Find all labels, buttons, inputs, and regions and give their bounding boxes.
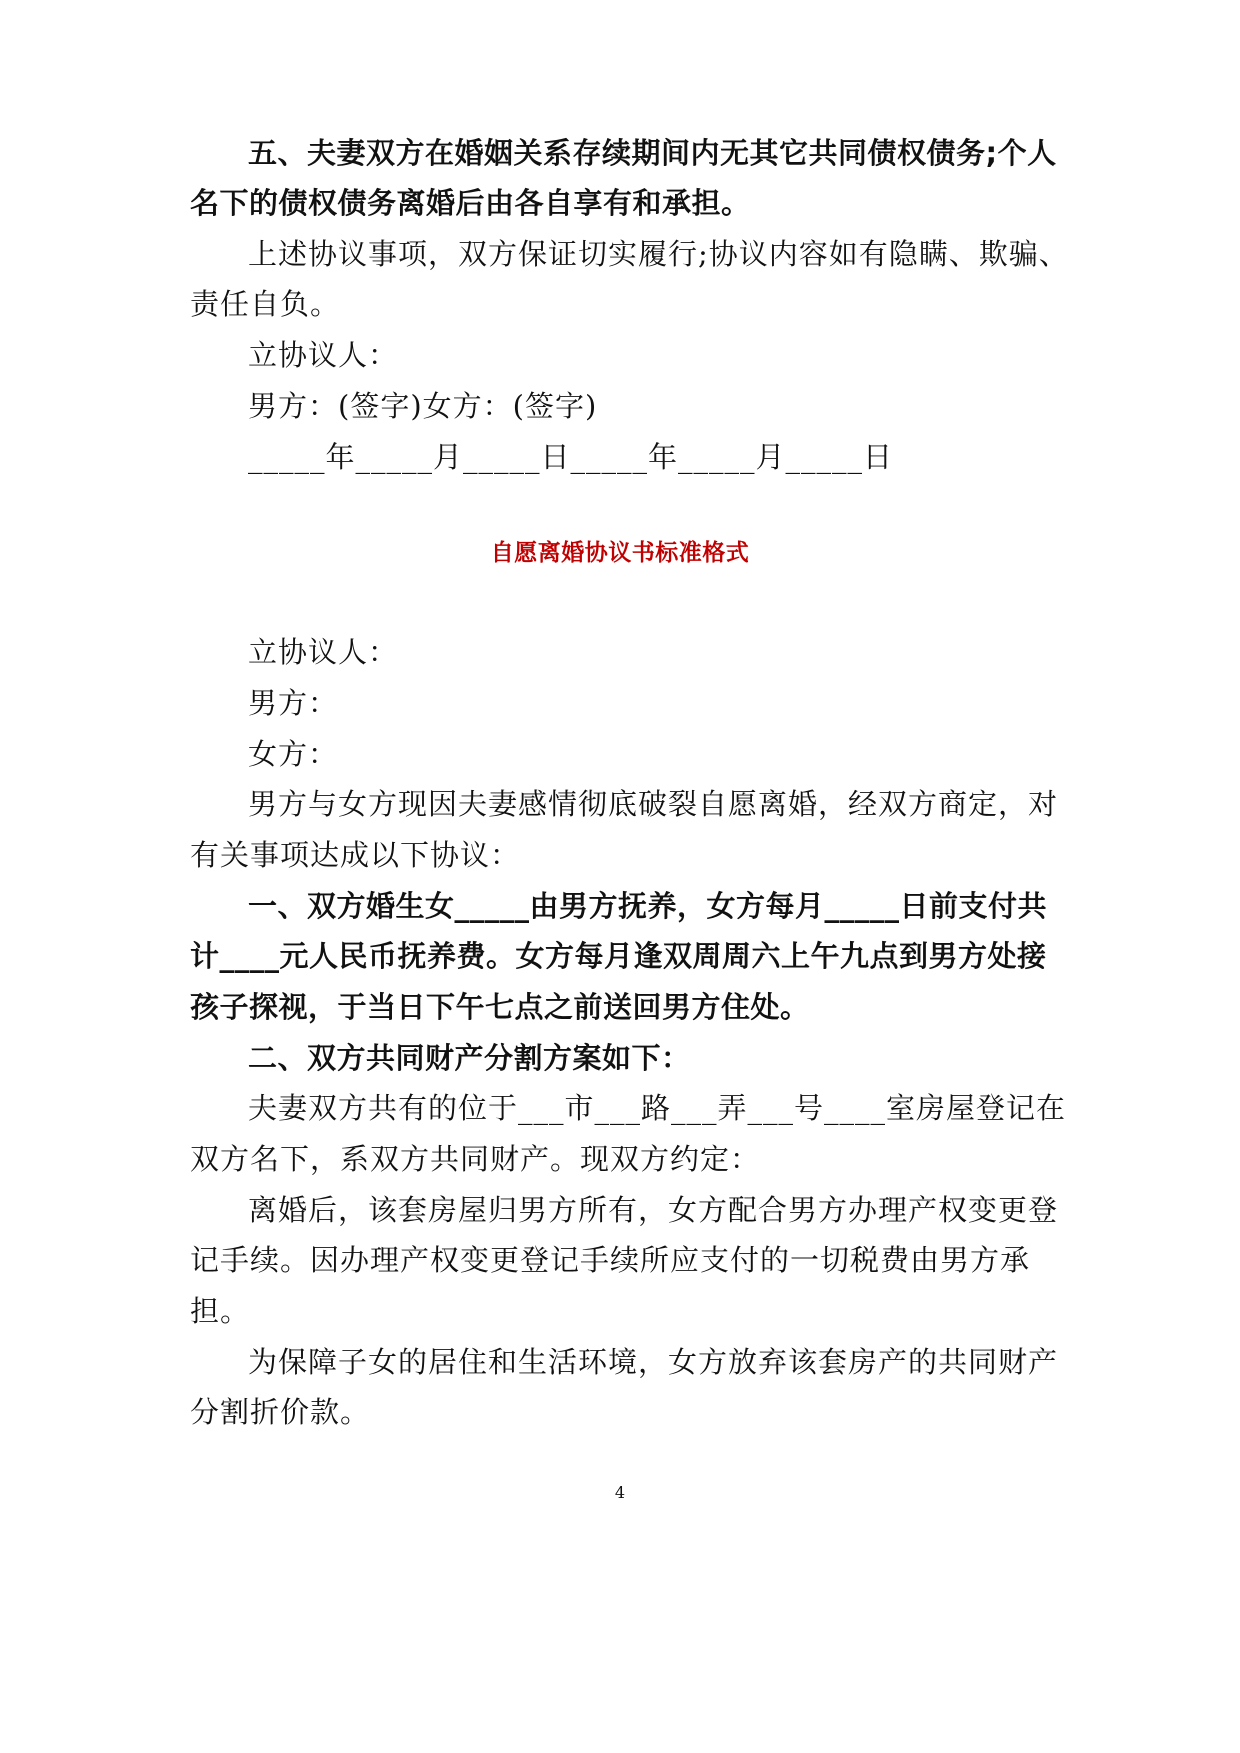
- property-line-2: 双方名下，系双方共同财产。现双方约定：: [190, 1142, 761, 1176]
- after-divorce-line-2: 记手续。因办理产权变更登记手续所应支付的一切税费由男方承: [190, 1243, 1031, 1277]
- after-divorce-line-3: 担。: [190, 1294, 251, 1328]
- waive-line-2: 分割折价款。: [190, 1395, 371, 1429]
- document-title: 自愿离婚协议书标准格式: [490, 540, 750, 566]
- waive-line-1: 为保障子女的居住和生活环境，女方放弃该套房产的共同财产: [248, 1345, 1059, 1379]
- parties-label: 立协议人：: [248, 635, 399, 669]
- clause-1-line-2: 计____元人民币抚养费。女方每月逢双周周六上午九点到男方处接: [190, 939, 1047, 973]
- male-party: 男方：: [248, 686, 339, 720]
- female-party: 女方：: [248, 737, 339, 771]
- clause-1-line-3: 孩子探视，于当日下午七点之前送回男方住处。: [190, 990, 810, 1024]
- property-line-1: 夫妻双方共有的位于___市___路___弄___号____室房屋登记在: [248, 1091, 1067, 1125]
- after-divorce-line-1: 离婚后，该套房屋归男方所有，女方配合男方办理产权变更登: [248, 1193, 1059, 1227]
- parties-label-top: 立协议人：: [248, 338, 399, 372]
- signature-line: 男方：(签字)女方：(签字): [248, 389, 598, 423]
- intro-line-1: 男方与女方现因夫妻感情彻底破裂自愿离婚，经双方商定，对: [248, 787, 1059, 821]
- date-line: _____年_____月_____日_____年_____月_____日: [248, 440, 894, 474]
- clause-5-line-2: 名下的债权债务离婚后由各自享有和承担。: [190, 186, 751, 220]
- guarantee-line-1: 上述协议事项，双方保证切实履行;协议内容如有隐瞒、欺骗、: [248, 237, 1069, 271]
- clause-2-heading: 二、双方共同财产分割方案如下：: [248, 1041, 691, 1075]
- clause-1-line-1: 一、双方婚生女_____由男方抚养，女方每月_____日前支付共: [248, 889, 1048, 923]
- intro-line-2: 有关事项达成以下协议：: [190, 838, 521, 872]
- clause-5-line-1: 五、夫妻双方在婚姻关系存续期间内无其它共同债权债务;个人: [248, 136, 1057, 170]
- guarantee-line-2: 责任自负。: [190, 287, 341, 321]
- page-number: 4: [614, 1483, 626, 1502]
